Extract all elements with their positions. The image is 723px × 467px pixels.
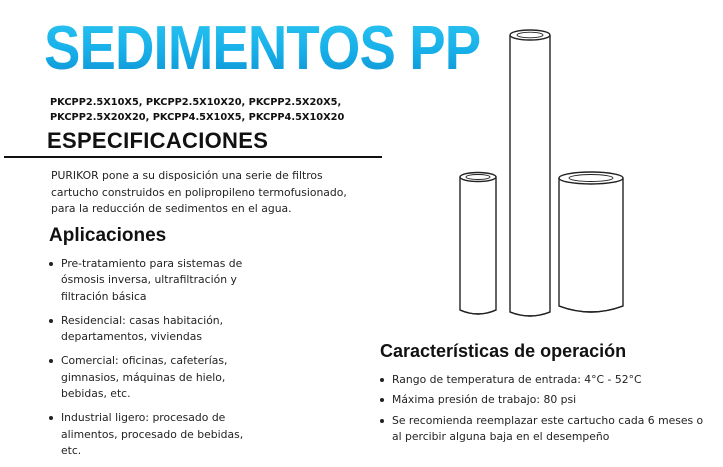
operation-heading: Características de operación: [380, 341, 627, 361]
filter-cartridges-icon: [440, 20, 690, 320]
model-list: [50, 95, 350, 125]
list-item: Comercial: oficinas, cafeterías, gimnasios, máquinas de hielo, bebidas, etc.: [48, 353, 248, 402]
small-cartridge-icon: [460, 173, 496, 315]
list-item: Rango de temperatura de entrada: 4°C - 52°C: [379, 372, 709, 388]
operation-list: [379, 372, 709, 449]
list-item: Industrial ligero: procesado de alimentos, procesado de bebidas, etc.: [48, 410, 248, 459]
section-divider: [4, 156, 382, 158]
applications-heading: Aplicaciones: [49, 225, 167, 246]
list-item: Residencial: casas habitación, departamentos, viviendas: [48, 313, 248, 346]
tall-cartridge-icon: [510, 30, 550, 316]
intro-paragraph: PURIKOR pone a su disposición una serie de filtros cartucho construidos en polipropileno termofusionado, para la reducción de sedimentos en el agua.: [51, 169, 347, 215]
list-item: Pre-tratamiento para sistemas de ósmosis inversa, ultrafiltración y filtración básica: [48, 256, 248, 305]
page-title: SEDIMENTOS PP: [44, 14, 481, 83]
applications-list: [48, 256, 248, 467]
list-item: Se recomienda reemplazar este cartucho cada 6 meses o al percibir alguna baja en el desempeño: [379, 413, 709, 446]
model-list-line: PKCPP2.5X20X20, PKCPP4.5X10X5, PKCPP4.5X10X20: [50, 112, 345, 123]
specs-heading: ESPECIFICACIONES: [47, 128, 269, 153]
list-item: Máxima presión de trabajo: 80 psi: [379, 392, 709, 408]
wide-cartridge-icon: [559, 172, 623, 312]
model-list-line: PKCPP2.5X10X5, PKCPP2.5X10X20, PKCPP2.5X20X5,: [50, 97, 342, 108]
